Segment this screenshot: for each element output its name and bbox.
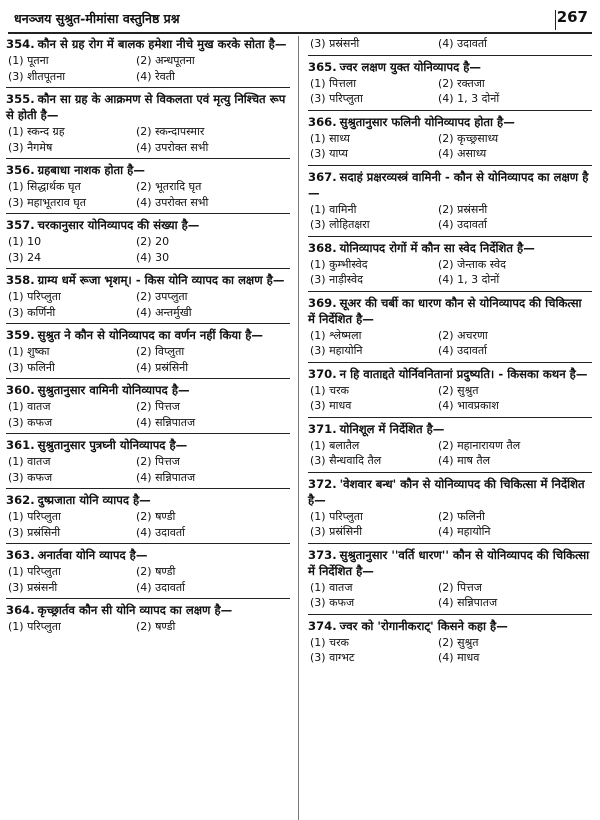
question-block — [6, 162, 290, 214]
answer-option: (3) नाड़ीस्वेद — [310, 273, 364, 286]
question-stem: सूअर की चर्बी का धारण कौन से योनिव्यापद की चिकित्सा में निर्देशित है— — [308, 295, 582, 326]
question-stem: सुश्रुतानुसार पुत्रघ्नी योनिव्यापद है— — [37, 438, 188, 452]
question-text — [6, 327, 290, 343]
question-text — [6, 437, 290, 453]
options-grid — [6, 454, 290, 485]
question-text — [308, 169, 592, 201]
question-rule — [6, 323, 290, 324]
answer-option: (3) प्रस्रंसनी — [8, 580, 58, 594]
answer-option: (3) महायोनि — [310, 344, 363, 357]
answer-option: (1) वातज — [8, 455, 51, 468]
answer-option: (3) कर्णिनी — [8, 305, 56, 319]
question-block — [6, 382, 290, 434]
answer-option: (1) वामिनी — [310, 202, 357, 216]
answer-option: (2) रक्तजा — [438, 76, 485, 90]
question-block — [6, 547, 290, 599]
answer-option: (4) रेवती — [136, 69, 175, 83]
question-rule — [6, 268, 290, 269]
answer-option: (1) चरक — [310, 383, 350, 397]
question-rule — [6, 433, 290, 434]
question-text — [6, 602, 290, 618]
answer-option: (4) उदावर्ता — [136, 525, 186, 539]
question-stem: कौन से ग्रह रोग में बालक हमेशा नीचे मुख करके सोता है— — [37, 37, 287, 51]
question-rule — [308, 614, 592, 615]
answer-option: (3) 24 — [8, 250, 42, 264]
question-stem: ज्वर लक्षण युक्त योनिव्यापद है— — [339, 59, 482, 74]
options-grid — [308, 328, 592, 359]
question-block — [308, 36, 592, 56]
answer-option: (1) श्लेष्मला — [310, 328, 362, 342]
question-stem: सुश्रुतानुसार फलिनी योनिव्यापद होता है— — [339, 114, 515, 129]
question-number: 367. — [308, 169, 337, 184]
options-grid — [6, 179, 290, 210]
question-rule — [6, 488, 290, 489]
question-block — [308, 59, 592, 111]
answer-option: (1) स्कन्द ग्रह — [8, 125, 65, 138]
question-number: 362. — [6, 493, 35, 507]
question-stem: चरकानुसार योनिव्यापद की संख्या है— — [37, 218, 200, 232]
question-number: 356. — [6, 163, 35, 177]
answer-option: (1) वातज — [8, 400, 51, 413]
question-number: 358. — [6, 273, 35, 287]
answer-option: (4) 1, 3 दोनों — [438, 92, 500, 105]
answer-option: (1) परिप्लुता — [8, 510, 61, 523]
options-grid — [308, 580, 592, 611]
question-rule — [308, 165, 592, 166]
column-divider — [298, 36, 299, 820]
answer-option: (3) प्रस्रंसिनी — [310, 525, 363, 538]
question-number: 373. — [308, 547, 337, 562]
question-rule — [6, 87, 290, 88]
question-text — [308, 476, 592, 508]
answer-option: (3) नैगमेष — [8, 140, 53, 154]
options-grid — [308, 202, 592, 233]
question-block — [308, 240, 592, 292]
options-grid — [308, 131, 592, 162]
options-grid — [308, 257, 592, 288]
answer-option: (1) परिप्लुता — [8, 565, 61, 578]
question-rule — [308, 291, 592, 292]
answer-option: (3) माधव — [310, 399, 352, 412]
answer-option: (1) पूतना — [8, 54, 49, 67]
answer-option: (1) वातज — [310, 580, 353, 594]
question-stem: कौन सा ग्रह के आक्रमण से विकलता एवं मृत्यु निश्चित रूप से होती है— — [6, 92, 286, 122]
answer-option: (1) साध्य — [310, 131, 350, 145]
question-number: 374. — [308, 618, 337, 633]
question-block — [308, 295, 592, 363]
question-number: 372. — [308, 476, 337, 491]
answer-option: (3) फलिनी — [8, 360, 55, 374]
question-number: 363. — [6, 548, 35, 562]
options-grid — [6, 124, 290, 155]
question-rule — [308, 236, 592, 237]
question-text — [308, 295, 592, 327]
answer-option: (4) सन्निपातज — [438, 596, 498, 609]
answer-option: (2) भूतरादि घृत — [136, 180, 202, 193]
question-text — [6, 36, 290, 52]
answer-option: (1) परिप्लुता — [8, 290, 61, 303]
answer-option: (2) अन्धपूतना — [136, 54, 195, 67]
answer-option: (2) सुश्रुत — [438, 383, 479, 397]
left-column — [6, 36, 290, 635]
answer-option: (4) भावप्रकाश — [438, 399, 499, 412]
question-stem: 'वेशवार बन्ध' कौन से योनिव्यापद की चिकित्सा में निर्देशित है— — [308, 476, 585, 507]
question-stem: योनिव्यापद रोगों में कौन सा स्वेद निर्देशित है— — [339, 240, 535, 255]
question-stem: सुश्रुत ने कौन से योनिव्यापद का वर्णन नहीं किया है— — [37, 328, 263, 342]
question-number: 354. — [6, 37, 35, 51]
answer-option: (2) कृच्छ्रसाध्य — [438, 131, 499, 145]
question-stem: कृच्छ्रार्तव कौन सी योनि व्यापद का लक्षण है— — [37, 603, 233, 617]
answer-option: (4) उदावर्ता — [438, 37, 488, 50]
answer-option: (4) उदावर्ता — [136, 580, 186, 594]
answer-option: (1) सिद्धार्थक घृत — [8, 180, 81, 193]
page-number: 267 — [556, 8, 588, 26]
question-rule — [308, 543, 592, 544]
answer-option: (4) माष तैल — [438, 454, 491, 467]
question-text — [6, 272, 290, 288]
question-rule — [6, 158, 290, 159]
answer-option: (3) परिप्लुता — [310, 92, 363, 105]
question-number: 365. — [308, 59, 337, 74]
question-stem: दुष्प्रजाता योनि व्यापद है— — [37, 493, 151, 507]
question-stem: अनार्तवा योनि व्यापद है— — [37, 548, 148, 562]
answer-option: (2) विप्लुता — [136, 345, 185, 358]
question-stem: सदाहं प्रक्षरव्यस्त्रं वामिनी - कौन से योनिव्यापद का लक्षण है— — [308, 169, 589, 200]
question-block — [6, 36, 290, 88]
answer-option: (2) पित्तज — [136, 455, 180, 468]
answer-option: (1) परिप्लुता — [310, 509, 363, 523]
answer-option: (2) पित्तज — [136, 400, 180, 413]
options-grid — [308, 509, 592, 540]
answer-option: (2) अचरणा — [438, 328, 488, 342]
question-block — [6, 492, 290, 544]
question-number: 360. — [6, 383, 35, 397]
answer-option: (3) याप्य — [310, 147, 348, 160]
answer-option: (2) महानारायण तैल — [438, 438, 521, 452]
question-text — [308, 240, 592, 256]
question-text — [6, 492, 290, 508]
question-number: 357. — [6, 218, 35, 232]
question-stem: ग्रहबाधा नाशक होता है— — [37, 163, 145, 177]
answer-option: (2) प्रस्रंसनी — [438, 202, 488, 216]
answer-option: (3) कफज — [8, 415, 53, 429]
answer-option: (3) प्रस्रंसिनी — [8, 525, 61, 539]
question-text — [308, 59, 592, 75]
question-stem: ग्राम्य धर्मे रूजा भृशम्। - किस योनि व्यापद का लक्षण है— — [37, 273, 285, 287]
answer-option: (2) पित्तज — [438, 580, 482, 594]
answer-option: (3) महाभूतराव घृत — [8, 195, 87, 209]
question-rule — [6, 213, 290, 214]
question-rule — [308, 55, 592, 56]
question-number: 355. — [6, 92, 35, 106]
question-block — [308, 618, 592, 666]
answer-option: (4) महायोनि — [438, 525, 491, 538]
answer-option: (2) सुश्रुत — [438, 635, 479, 649]
question-text — [308, 114, 592, 130]
page-header — [8, 6, 592, 34]
options-grid — [6, 509, 290, 540]
question-block — [308, 114, 592, 166]
question-stem: ज्वर को 'रोगानीकराट्' किसने कहा है— — [339, 618, 508, 633]
question-number: 364. — [6, 603, 35, 617]
question-rule — [6, 598, 290, 599]
answer-option: (4) उदावर्ता — [438, 344, 488, 357]
question-text — [6, 162, 290, 178]
question-block — [6, 272, 290, 324]
answer-option: (3) कफज — [8, 470, 53, 484]
question-stem: सुश्रुतानुसार ''वर्ति धारण'' कौन से योनिव्यापद की चिकित्सा में निर्देशित है— — [308, 547, 590, 578]
answer-option: (1) बलातैल — [310, 438, 360, 452]
answer-option: (4) सन्निपातज — [136, 415, 196, 429]
question-stem: सुश्रुतानुसार वामिनी योनिव्यापद है— — [37, 383, 190, 397]
answer-option: (2) स्कन्दापस्मार — [136, 125, 205, 138]
question-block — [308, 366, 592, 418]
answer-option: (2) षण्डी — [136, 620, 176, 633]
question-rule — [308, 362, 592, 363]
answer-option: (2) 20 — [136, 235, 170, 248]
options-grid — [6, 289, 290, 320]
answer-option: (4) सन्निपातज — [136, 470, 196, 484]
answer-option: (1) कुम्भीस्वेद — [310, 257, 368, 271]
question-number: 368. — [308, 240, 337, 255]
answer-option: (2) उपप्लुता — [136, 290, 188, 303]
answer-option: (4) माधव — [438, 651, 480, 664]
answer-option: (3) कफज — [310, 596, 355, 609]
options-grid — [6, 564, 290, 595]
answer-option: (4) अन्तर्मुखी — [136, 305, 192, 319]
answer-option: (4) 30 — [136, 250, 170, 264]
running-title: धनञ्जय सुश्रुत-मीमांसा वस्तुनिष्ठ प्रश्न — [14, 11, 180, 26]
question-text — [6, 91, 290, 123]
question-block — [6, 327, 290, 379]
question-rule — [6, 378, 290, 379]
question-number: 366. — [308, 114, 337, 129]
question-block — [308, 547, 592, 615]
answer-option: (2) षण्डी — [136, 510, 176, 523]
question-text — [6, 547, 290, 563]
answer-option: (1) शुष्का — [8, 345, 50, 358]
question-text — [308, 366, 592, 382]
answer-option: (4) असाध्य — [438, 147, 487, 160]
question-number: 361. — [6, 438, 35, 452]
question-text — [6, 217, 290, 233]
question-block — [308, 169, 592, 237]
options-grid — [308, 36, 592, 52]
answer-option: (1) परिप्लुता — [8, 620, 61, 633]
question-block — [308, 476, 592, 544]
answer-option: (3) सैन्धवादि तैल — [310, 454, 382, 467]
answer-option: (4) उदावर्ता — [438, 218, 488, 231]
answer-option: (4) उपरोक्त सभी — [136, 140, 209, 154]
question-block — [308, 421, 592, 473]
answer-option: (1) पित्तला — [310, 76, 357, 90]
answer-option: (3) शीतपूतना — [8, 69, 66, 83]
question-stem: योनिशूल में निर्देशित है— — [339, 421, 445, 436]
options-grid — [6, 619, 290, 635]
answer-option: (2) षण्डी — [136, 565, 176, 578]
options-grid — [6, 234, 290, 265]
answer-option: (1) चरक — [310, 635, 350, 649]
options-grid — [308, 76, 592, 107]
question-rule — [308, 472, 592, 473]
answer-option: (2) फलिनी — [438, 509, 485, 523]
question-text — [308, 547, 592, 579]
answer-option: (4) प्रस्रंसिनी — [136, 360, 189, 374]
answer-option: (4) उपरोक्त सभी — [136, 195, 209, 209]
question-rule — [6, 543, 290, 544]
right-column — [308, 36, 592, 666]
question-number: 371. — [308, 421, 337, 436]
question-block — [6, 602, 290, 635]
answer-option: (1) 10 — [8, 235, 42, 248]
question-number: 370. — [308, 366, 337, 381]
options-grid — [308, 438, 592, 469]
options-grid — [308, 635, 592, 666]
question-block — [6, 437, 290, 489]
question-number: 369. — [308, 295, 337, 310]
options-grid — [308, 383, 592, 414]
question-stem: न हि वाताद्दते योर्निवनितानां प्रदुष्यति। - किसका कथन है— — [339, 366, 588, 381]
question-rule — [308, 417, 592, 418]
answer-option: (4) 1, 3 दोनों — [438, 273, 500, 286]
answer-option: (2) जेन्ताक स्वेद — [438, 257, 506, 271]
question-rule — [308, 110, 592, 111]
options-grid — [6, 399, 290, 430]
question-number: 359. — [6, 328, 35, 342]
question-block — [6, 91, 290, 159]
answer-option: (3) प्रस्रंसनी — [310, 37, 360, 50]
question-text — [308, 421, 592, 437]
question-text — [6, 382, 290, 398]
question-block — [6, 217, 290, 269]
options-grid — [6, 344, 290, 375]
options-grid — [6, 53, 290, 84]
answer-option: (3) लोहितक्षरा — [310, 218, 370, 231]
answer-option: (3) वाग्भट — [310, 651, 355, 664]
question-text — [308, 618, 592, 634]
